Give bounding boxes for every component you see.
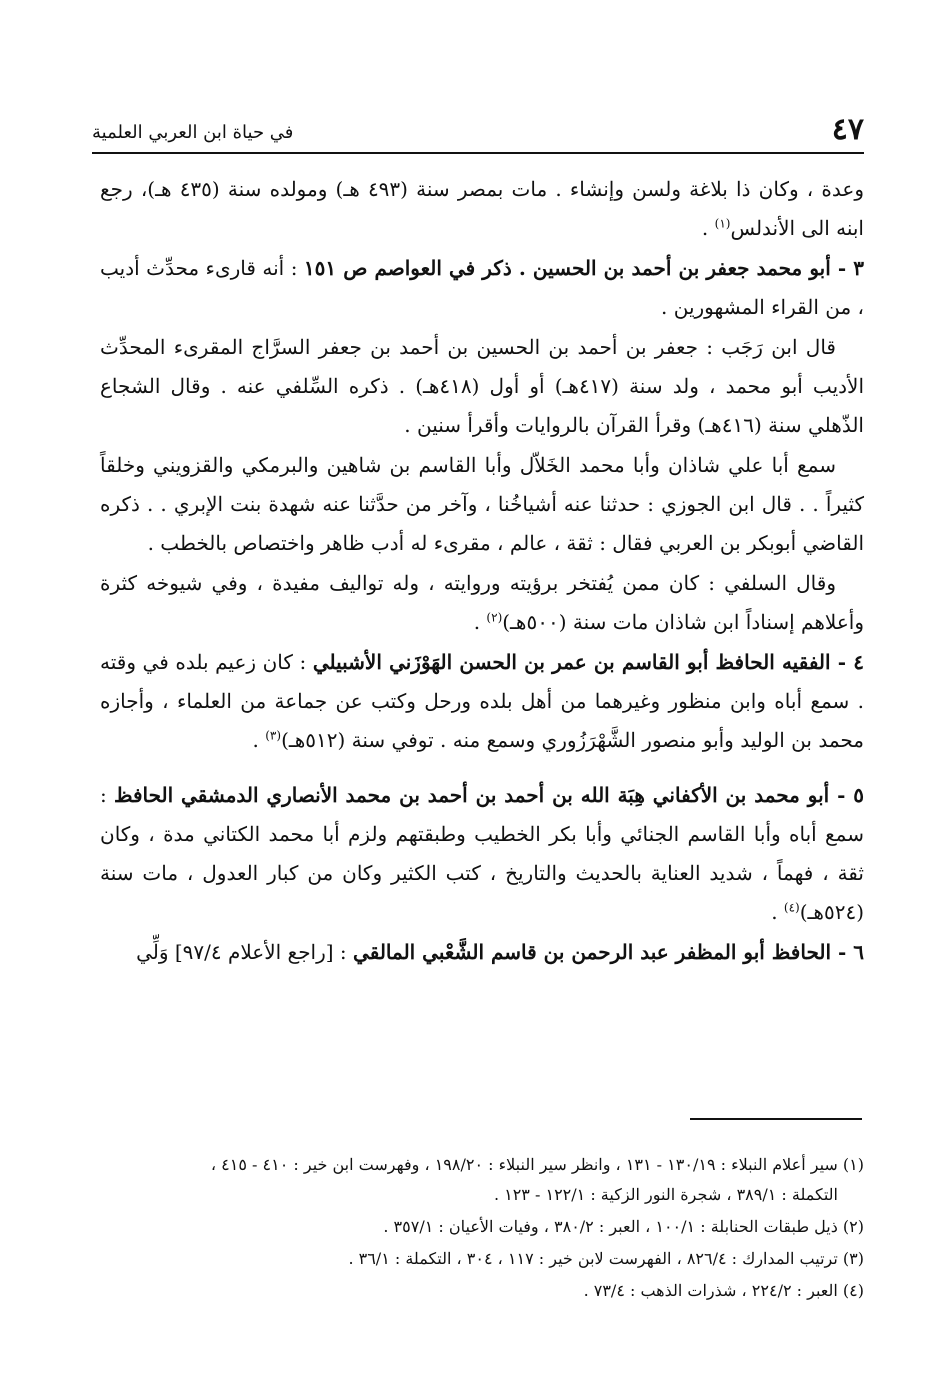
footnote-ref-4: (٤) bbox=[783, 900, 800, 915]
footnote-2: (٢) ذيل طبقات الحنابلة : ١٠٠/١ ، العبر : ٣٨٠/٢ ، وفيات الأعيان : ٣٥٧/١ . bbox=[383, 1217, 864, 1236]
main-text bbox=[100, 170, 864, 973]
entry-6: ٦ - الحافظ أبو المظفر عبد الرحمن بن قاسم الشَّعْبي المالقي : [راجع الأعلام ٩٧/٤] وَلِّي bbox=[136, 940, 864, 964]
entry-4: ٤ - الفقيه الحافظ أبو القاسم بن عمر بن الحسن الهَوْزَني الأشبيلي : كان زعيم بلده في وقته . سمع أباه وابن منظور وغيرهما من أهل بلده ورحل وكتب عن جماعة من العلماء ، وأجازه محمد بن الوليد وأبو منصور الشَّهْرَزُوري وسمع منه . توفي سنة (٥١٢هـ)$^{(٣)}$ . bbox=[100, 650, 865, 752]
paragraph-teachers: سمع أبا علي شاذان وأبا محمد الخَلاّل وأبا القاسم بن شاهين والبرمكي والقزويني وخلقاً كثيراً . . قال ابن الجوزي : حدثنا عنه أشياخُنا ، وآخر من حدَّثنا عنه شهدة بنت الإبري . . ذكره القاضي أبوبكر بن العربي فقال : ثقة ، عالم ، مقرىء له أدب ظاهر واختصاص بالخطب . bbox=[100, 453, 864, 555]
entry-name: أبو محمد جعفر بن أحمد بن الحسين . ذكر في العواصم ص ١٥١ bbox=[303, 256, 831, 280]
entry-3: ٣ - أبو محمد جعفر بن أحمد بن الحسين . ذكر في العواصم ص ١٥١ : أنه قارىء محدِّث أديب ، من القراء المشهورين . bbox=[100, 256, 864, 319]
entry-name: أبو محمد بن الأكفاني هِبَة الله بن أحمد بن أحمد بن محمد الأنصاري الدمشقي الحافظ bbox=[114, 783, 830, 807]
page-header bbox=[92, 112, 864, 154]
footnote-3: (٣) ترتيب المدارك : ٨٢٦/٤ ، الفهرست لابن خير : ١١٧ ، ٣٠٤ ، التكملة : ٣٦/١ . bbox=[348, 1249, 864, 1268]
entry-number: ٦ - bbox=[831, 940, 864, 964]
entry-number: ٣ - bbox=[830, 256, 864, 280]
paragraph-silafi: وقال السلفي : كان ممن يُفتخر برؤيته وروايته ، وله تواليف مفيدة ، وفي شيوخه كثرة وأعلاهم إسناداً ابن شاذان مات سنة (٥٠٠هـ)$^{(٢)}$ . bbox=[100, 571, 864, 634]
footnote-4: (٤) العبر : ٢٢٤/٢ ، شذرات الذهب : ٧٣/٤ . bbox=[583, 1281, 864, 1300]
footnote-separator bbox=[690, 1118, 862, 1120]
entry-5: ٥ - أبو محمد بن الأكفاني هِبَة الله بن أحمد بن أحمد بن محمد الأنصاري الدمشقي الحافظ : سمع أباه وأبا القاسم الجنائي وأبا بكر الخطيب وطبقتهم ولزم أبا محمد الكتاني مدة ، وكان ثقة ، فهماً ، شديد العناية بالحديث والتاريخ ، كتب الكثير وكان من كبار العدول ، مات سنة (٥٢٤هـ)$^{(٤)}$ . bbox=[100, 783, 864, 924]
entry-number: ٥ - bbox=[829, 783, 864, 807]
running-title: في حياة ابن العربي العلمية bbox=[92, 122, 294, 143]
paragraph-continuation: وعدة ، وكان ذا بلاغة ولسن وإنشاء . مات بمصر سنة (٤٩٣ هـ) ومولده سنة (٤٣٥ هـ)، رجع ابنه الى الأندلس$^{(١)}$ . bbox=[100, 177, 864, 240]
paragraph-ibn-rajab: قال ابن رَجَب : جعفر بن أحمد بن الحسين بن أحمد بن جعفر السرَّاج المقرىء المحدِّث الأديب أبو محمد ، ولد سنة (٤١٧هـ) أو أول (٤١٨هـ) . ذكره السِّلفي عنه . وقال الشجاع الذّهلي سنة (٤١٦هـ) وقرأ القرآن بالروايات وأقرأ سنين . bbox=[100, 335, 864, 437]
entry-name: الحافظ أبو المظفر عبد الرحمن بن قاسم الشَّعْبي المالقي bbox=[353, 940, 832, 964]
page-number: ٤٧ bbox=[831, 112, 864, 147]
footnotes bbox=[100, 1150, 864, 1308]
footnote-ref-3: (٣) bbox=[265, 728, 282, 743]
entry-name: الفقيه الحافظ أبو القاسم بن عمر بن الحسن الهَوْزَني الأشبيلي bbox=[312, 650, 831, 674]
footnote-1: (١) سير أعلام النبلاء : ١٣٠/١٩ - ١٣١ ، وانظر سير النبلاء : ١٩٨/٢٠ ، وفهرست ابن خير : ٤١٠ - ٤١٥ ، التكملة : ٣٨٩/١ ، شجرة النور الزكية : ١٢٢/١ - ١٢٣ . bbox=[210, 1155, 864, 1204]
footnote-ref-1: (١) bbox=[714, 216, 731, 231]
entry-number: ٤ - bbox=[830, 650, 865, 674]
footnote-ref-2: (٢) bbox=[486, 610, 503, 625]
